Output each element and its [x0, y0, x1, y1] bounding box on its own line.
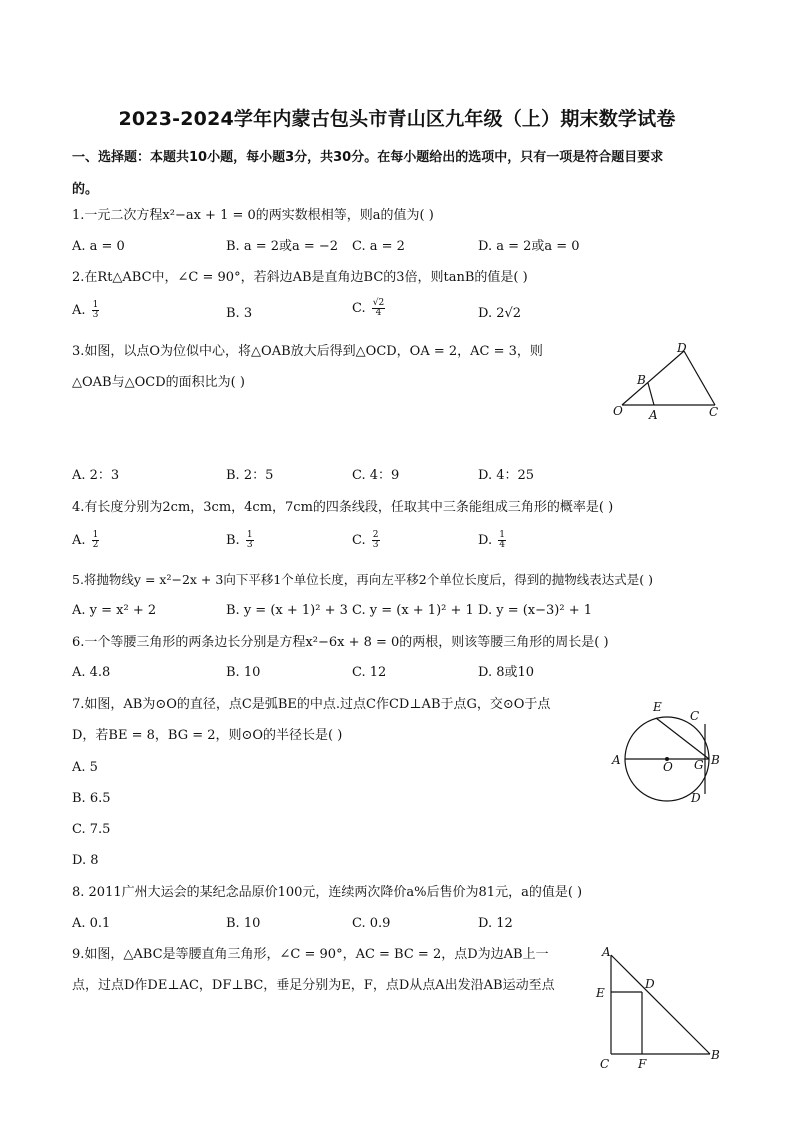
q3-option-c: C. 4：9: [352, 468, 400, 483]
q5-option-b: B. y = (x + 1)² + 3: [226, 603, 348, 618]
q8-option-d: D. 12: [478, 916, 513, 931]
label-O: O: [613, 404, 623, 418]
q4-option-a: A. $\frac{1}{2}$: [72, 530, 99, 550]
label-E: E: [596, 986, 605, 1000]
label-O: O: [663, 760, 673, 774]
q9-figure: [590, 940, 725, 1075]
q6-stem: 6.一个等腰三角形的两条边长分别是方程x²−6x + 8 = 0的两根，则该等腰三角形的周长是( ): [72, 635, 609, 650]
label-D: D: [677, 341, 687, 355]
q7-option-d: D. 8: [72, 853, 99, 868]
label-G: G: [694, 758, 704, 772]
q2-stem: 2.在Rt△ABC中，∠C = 90°，若斜边AB是直角边BC的3倍，则tanB的值是( ): [72, 270, 528, 285]
q1-option-a: A. a = 0: [72, 239, 125, 254]
q2-option-a: A. $\frac{1}{3}$: [72, 300, 99, 320]
q3-figure: [605, 336, 730, 426]
q8-stem: 8. 2011广州大运会的某纪念品原价100元，连续两次降价a%后售价为81元，a的值是( ): [72, 885, 583, 900]
label-B: B: [711, 1048, 720, 1062]
label-F: F: [638, 1057, 647, 1071]
label-C: C: [690, 709, 700, 723]
label-A: A: [602, 945, 611, 959]
q5-option-a: A. y = x² + 2: [72, 603, 157, 618]
q1-option-b: B. a = 2或a = −2: [226, 239, 339, 254]
q7-option-a: A. 5: [72, 760, 98, 775]
q1-option-c: C. a = 2: [352, 239, 405, 254]
fraction: $\frac{2}{3}$: [372, 530, 379, 550]
label-C: C: [709, 405, 719, 419]
q4-option-c: C. $\frac{2}{3}$: [352, 530, 379, 550]
q8-option-b: B. 10: [226, 916, 261, 931]
q7-figure: [607, 696, 727, 806]
label-A: A: [649, 408, 658, 422]
q5-option-d: D. y = (x−3)² + 1: [478, 603, 593, 618]
q6-option-b: B. 10: [226, 665, 261, 680]
label-C: C: [600, 1057, 610, 1071]
label-A: A: [612, 753, 621, 767]
q1-option-d: D. a = 2或a = 0: [478, 239, 580, 254]
q3-stem-line2: △OAB与△OCD的面积比为( ): [72, 375, 245, 390]
q3-stem-line1: 3.如图，以点O为位似中心，将△OAB放大后得到△OCD，OA = 2，AC = 3，则: [72, 344, 543, 359]
q8-option-a: A. 0.1: [72, 916, 111, 931]
label-B: B: [711, 753, 720, 767]
label-B: B: [637, 373, 646, 387]
q7-stem-line1: 7.如图，AB为⊙O的直径，点C是弧BE的中点.过点C作CD⊥AB于点G，交⊙O于点: [72, 697, 551, 712]
q1-stem: 1.一元二次方程x²−ax + 1 = 0的两实数根相等，则a的值为( ): [72, 208, 434, 223]
q3-option-a: A. 2：3: [72, 468, 120, 483]
section-heading-line2: 的。: [72, 182, 99, 197]
fraction: $\frac{√2}{4}$: [372, 298, 385, 318]
q6-option-a: A. 4.8: [72, 665, 111, 680]
q2-option-d: D. 2√2: [478, 306, 522, 321]
q6-option-c: C. 12: [352, 665, 387, 680]
fraction: $\frac{1}{4}$: [499, 530, 505, 550]
fraction: $\frac{1}{3}$: [246, 530, 253, 550]
fraction: $\frac{1}{2}$: [92, 530, 99, 550]
label-E: E: [653, 700, 662, 714]
q3-option-b: B. 2：5: [226, 468, 274, 483]
q9-stem-line1: 9.如图，△ABC是等腰直角三角形，∠C = 90°，AC = BC = 2，点D为边AB上一: [72, 947, 549, 962]
page-title: 2023-2024学年内蒙古包头市青山区九年级（上）期末数学试卷: [118, 108, 676, 130]
q9-stem-line2: 点，过点D作DE⊥AC，DF⊥BC，垂足分别为E，F，点D从点A出发沿AB运动至点: [72, 978, 555, 993]
q8-option-c: C. 0.9: [352, 916, 391, 931]
q6-option-d: D. 8或10: [478, 665, 535, 680]
q3-option-d: D. 4：25: [478, 468, 535, 483]
label-D: D: [645, 977, 655, 991]
label-D: D: [691, 791, 701, 805]
q7-stem-line2: D，若BE = 8，BG = 2，则⊙O的半径长是( ): [72, 728, 343, 743]
q7-option-b: B. 6.5: [72, 791, 111, 806]
q5-option-c: C. y = (x + 1)² + 1: [352, 603, 474, 618]
q2-option-c: C. $\frac{√2}{4}$: [352, 298, 385, 318]
q2-option-b: B. 3: [226, 306, 253, 321]
q4-option-d: D. $\frac{1}{4}$: [478, 530, 505, 550]
q5-stem: 5.将抛物线y = x²−2x + 3向下平移1个单位长度，再向左平移2个单位长度后，得到的抛物线表达式是( ): [72, 572, 653, 587]
fraction: $\frac{1}{3}$: [92, 300, 99, 320]
q4-stem: 4.有长度分别为2cm，3cm，4cm，7cm的四条线段，任取其中三条能组成三角形的概率是( ): [72, 500, 614, 515]
section-heading-line1: 一、选择题：本题共10小题，每小题3分，共30分。在每小题给出的选项中，只有一项是符合题目要求: [72, 150, 664, 165]
q4-option-b: B. $\frac{1}{3}$: [226, 530, 253, 550]
q7-option-c: C. 7.5: [72, 822, 111, 837]
